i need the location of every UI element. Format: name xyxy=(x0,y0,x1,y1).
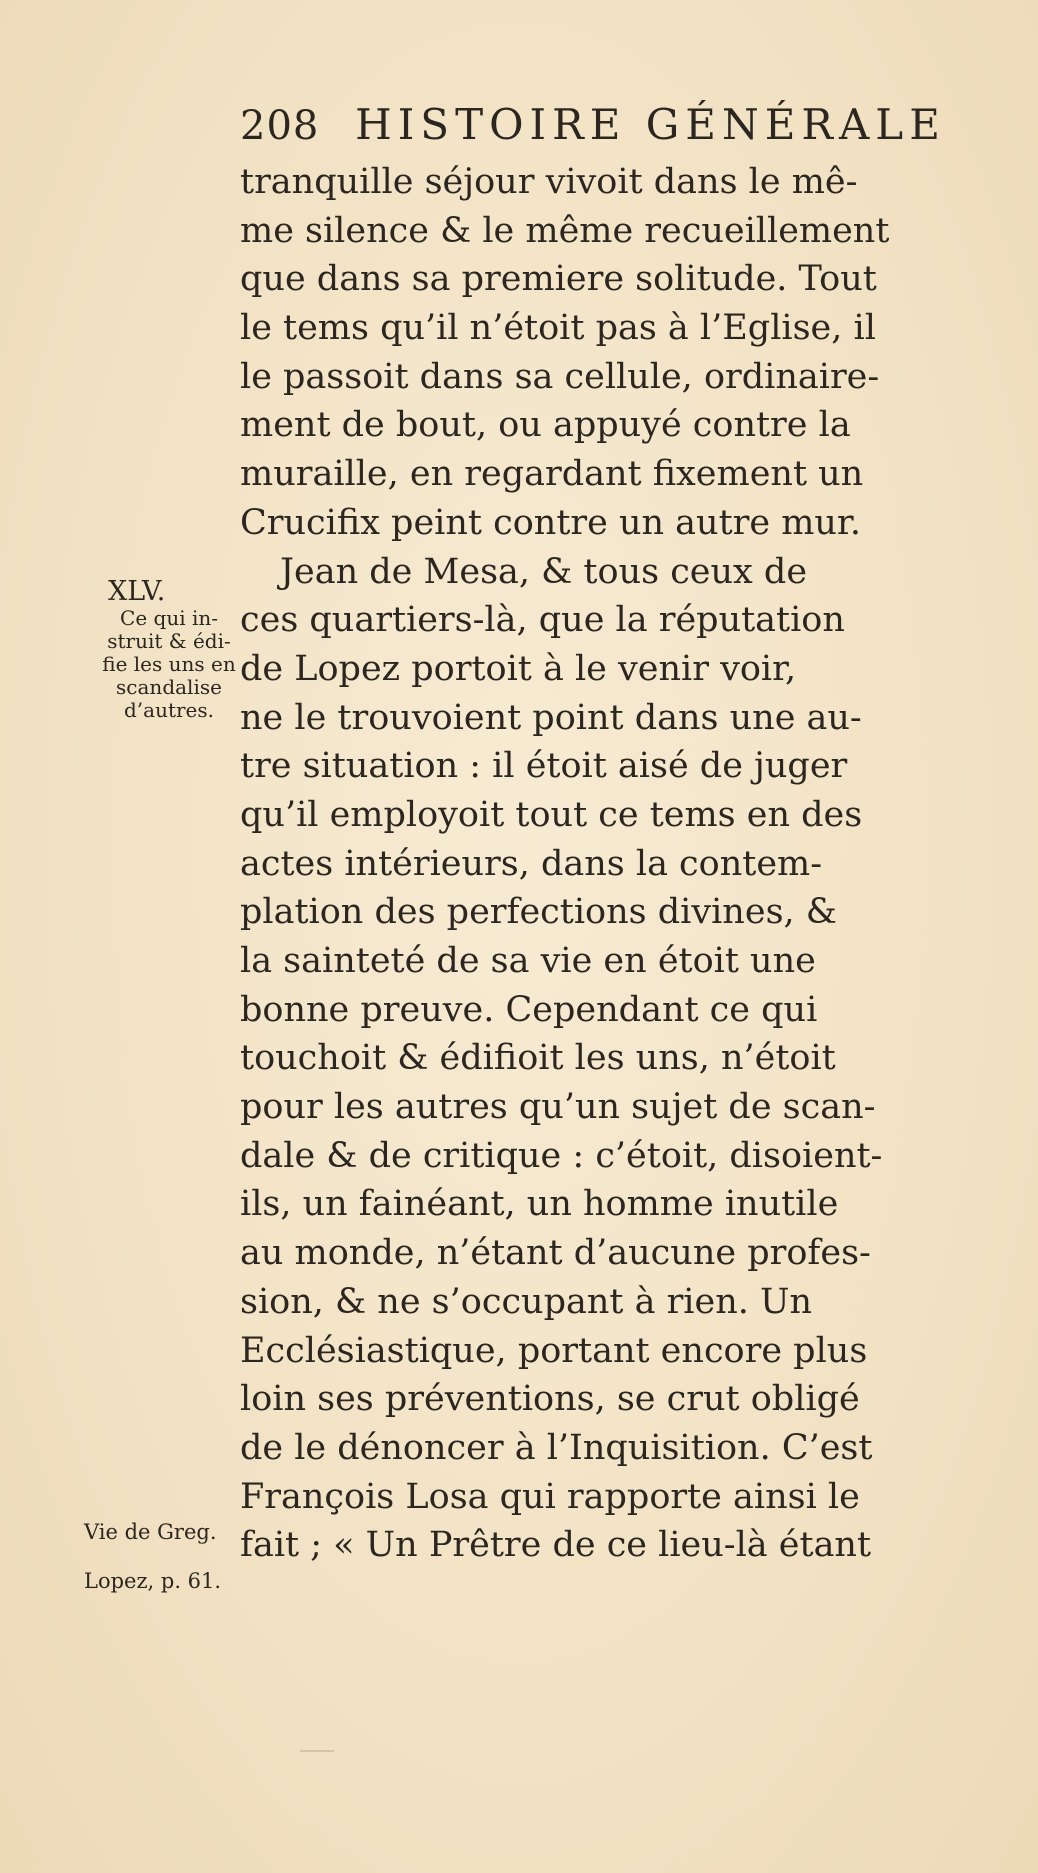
text-line: dale & de critique : c’étoit, disoient- xyxy=(240,1135,883,1176)
text-line: loin ses préventions, se crut obligé xyxy=(240,1379,860,1420)
text-line: fait ; « Un Prêtre de ce lieu-là étant xyxy=(240,1525,872,1566)
page-number: 208 xyxy=(240,103,320,149)
text-line: le passoit dans sa cellule, ordinaire- xyxy=(240,356,880,397)
margin-note xyxy=(84,577,254,722)
running-title: HISTOIRE GÉNÉRALE xyxy=(355,100,946,149)
margin-note-line: Ce qui in- xyxy=(120,606,218,630)
text-line: touchoit & édifioit les uns, n’étoit xyxy=(240,1038,836,1079)
text-line: me silence & le même recueillement xyxy=(240,210,890,251)
text-line: actes intérieurs, dans la contem- xyxy=(240,843,823,884)
margin-note-line: scandalise xyxy=(116,675,222,699)
margin-note-line: d’autres. xyxy=(123,698,215,722)
paragraph-start-line: Jean de Mesa, & tous ceux de xyxy=(280,551,808,592)
margin-note-line: struit & édi- xyxy=(107,629,231,653)
text-line: au monde, n’étant d’aucune profes- xyxy=(240,1233,871,1274)
text-line: qu’il employoit tout ce tems en des xyxy=(240,794,863,835)
text-line: de Lopez portoit à le venir voir, xyxy=(240,648,797,689)
margin-reference-line: Vie de Greg. xyxy=(84,1520,217,1544)
body-text xyxy=(240,158,940,1570)
margin-reference-line: Lopez, p. 61. xyxy=(84,1568,222,1593)
page-header xyxy=(240,100,946,160)
margin-note-line: fie les uns en xyxy=(102,652,236,676)
text-line: de le dénoncer à l’Inquisition. C’est xyxy=(240,1427,873,1468)
text-line: plation des perfections divines, & xyxy=(240,892,837,933)
section-number: XLV. xyxy=(108,576,166,607)
text-line: que dans sa premiere solitude. Tout xyxy=(240,259,877,300)
text-line: ment de bout, ou appuyé contre la xyxy=(240,405,851,446)
text-line: la sainteté de sa vie en étoit une xyxy=(240,941,816,981)
text-line: Crucifix peint contre un autre mur. xyxy=(240,502,861,543)
text-line: pour les autres qu’un sujet de scan- xyxy=(240,1087,876,1128)
text-line: sion, & ne s’occupant à rien. Un xyxy=(240,1281,813,1322)
text-line: Ecclésiastique, portant encore plus xyxy=(240,1330,868,1371)
text-line: tranquille séjour vivoit dans le mê- xyxy=(240,162,858,202)
margin-reference xyxy=(84,1508,254,1605)
text-line: François Losa qui rapporte ainsi le xyxy=(240,1476,860,1517)
paper-speck xyxy=(300,1750,334,1752)
text-line: bonne preuve. Cependant ce qui xyxy=(240,989,818,1030)
text-line: ces quartiers-là, que la réputation xyxy=(240,600,845,641)
text-line: le tems qu’il n’étoit pas à l’Eglise, il xyxy=(240,308,876,349)
text-line: muraille, en regardant fixement un xyxy=(240,454,864,495)
text-line: ne le trouvoient point dans une au- xyxy=(240,697,862,738)
text-line: ils, un fainéant, un homme inutile xyxy=(240,1184,839,1225)
text-line: tre situation : il étoit aisé de juger xyxy=(240,746,848,787)
